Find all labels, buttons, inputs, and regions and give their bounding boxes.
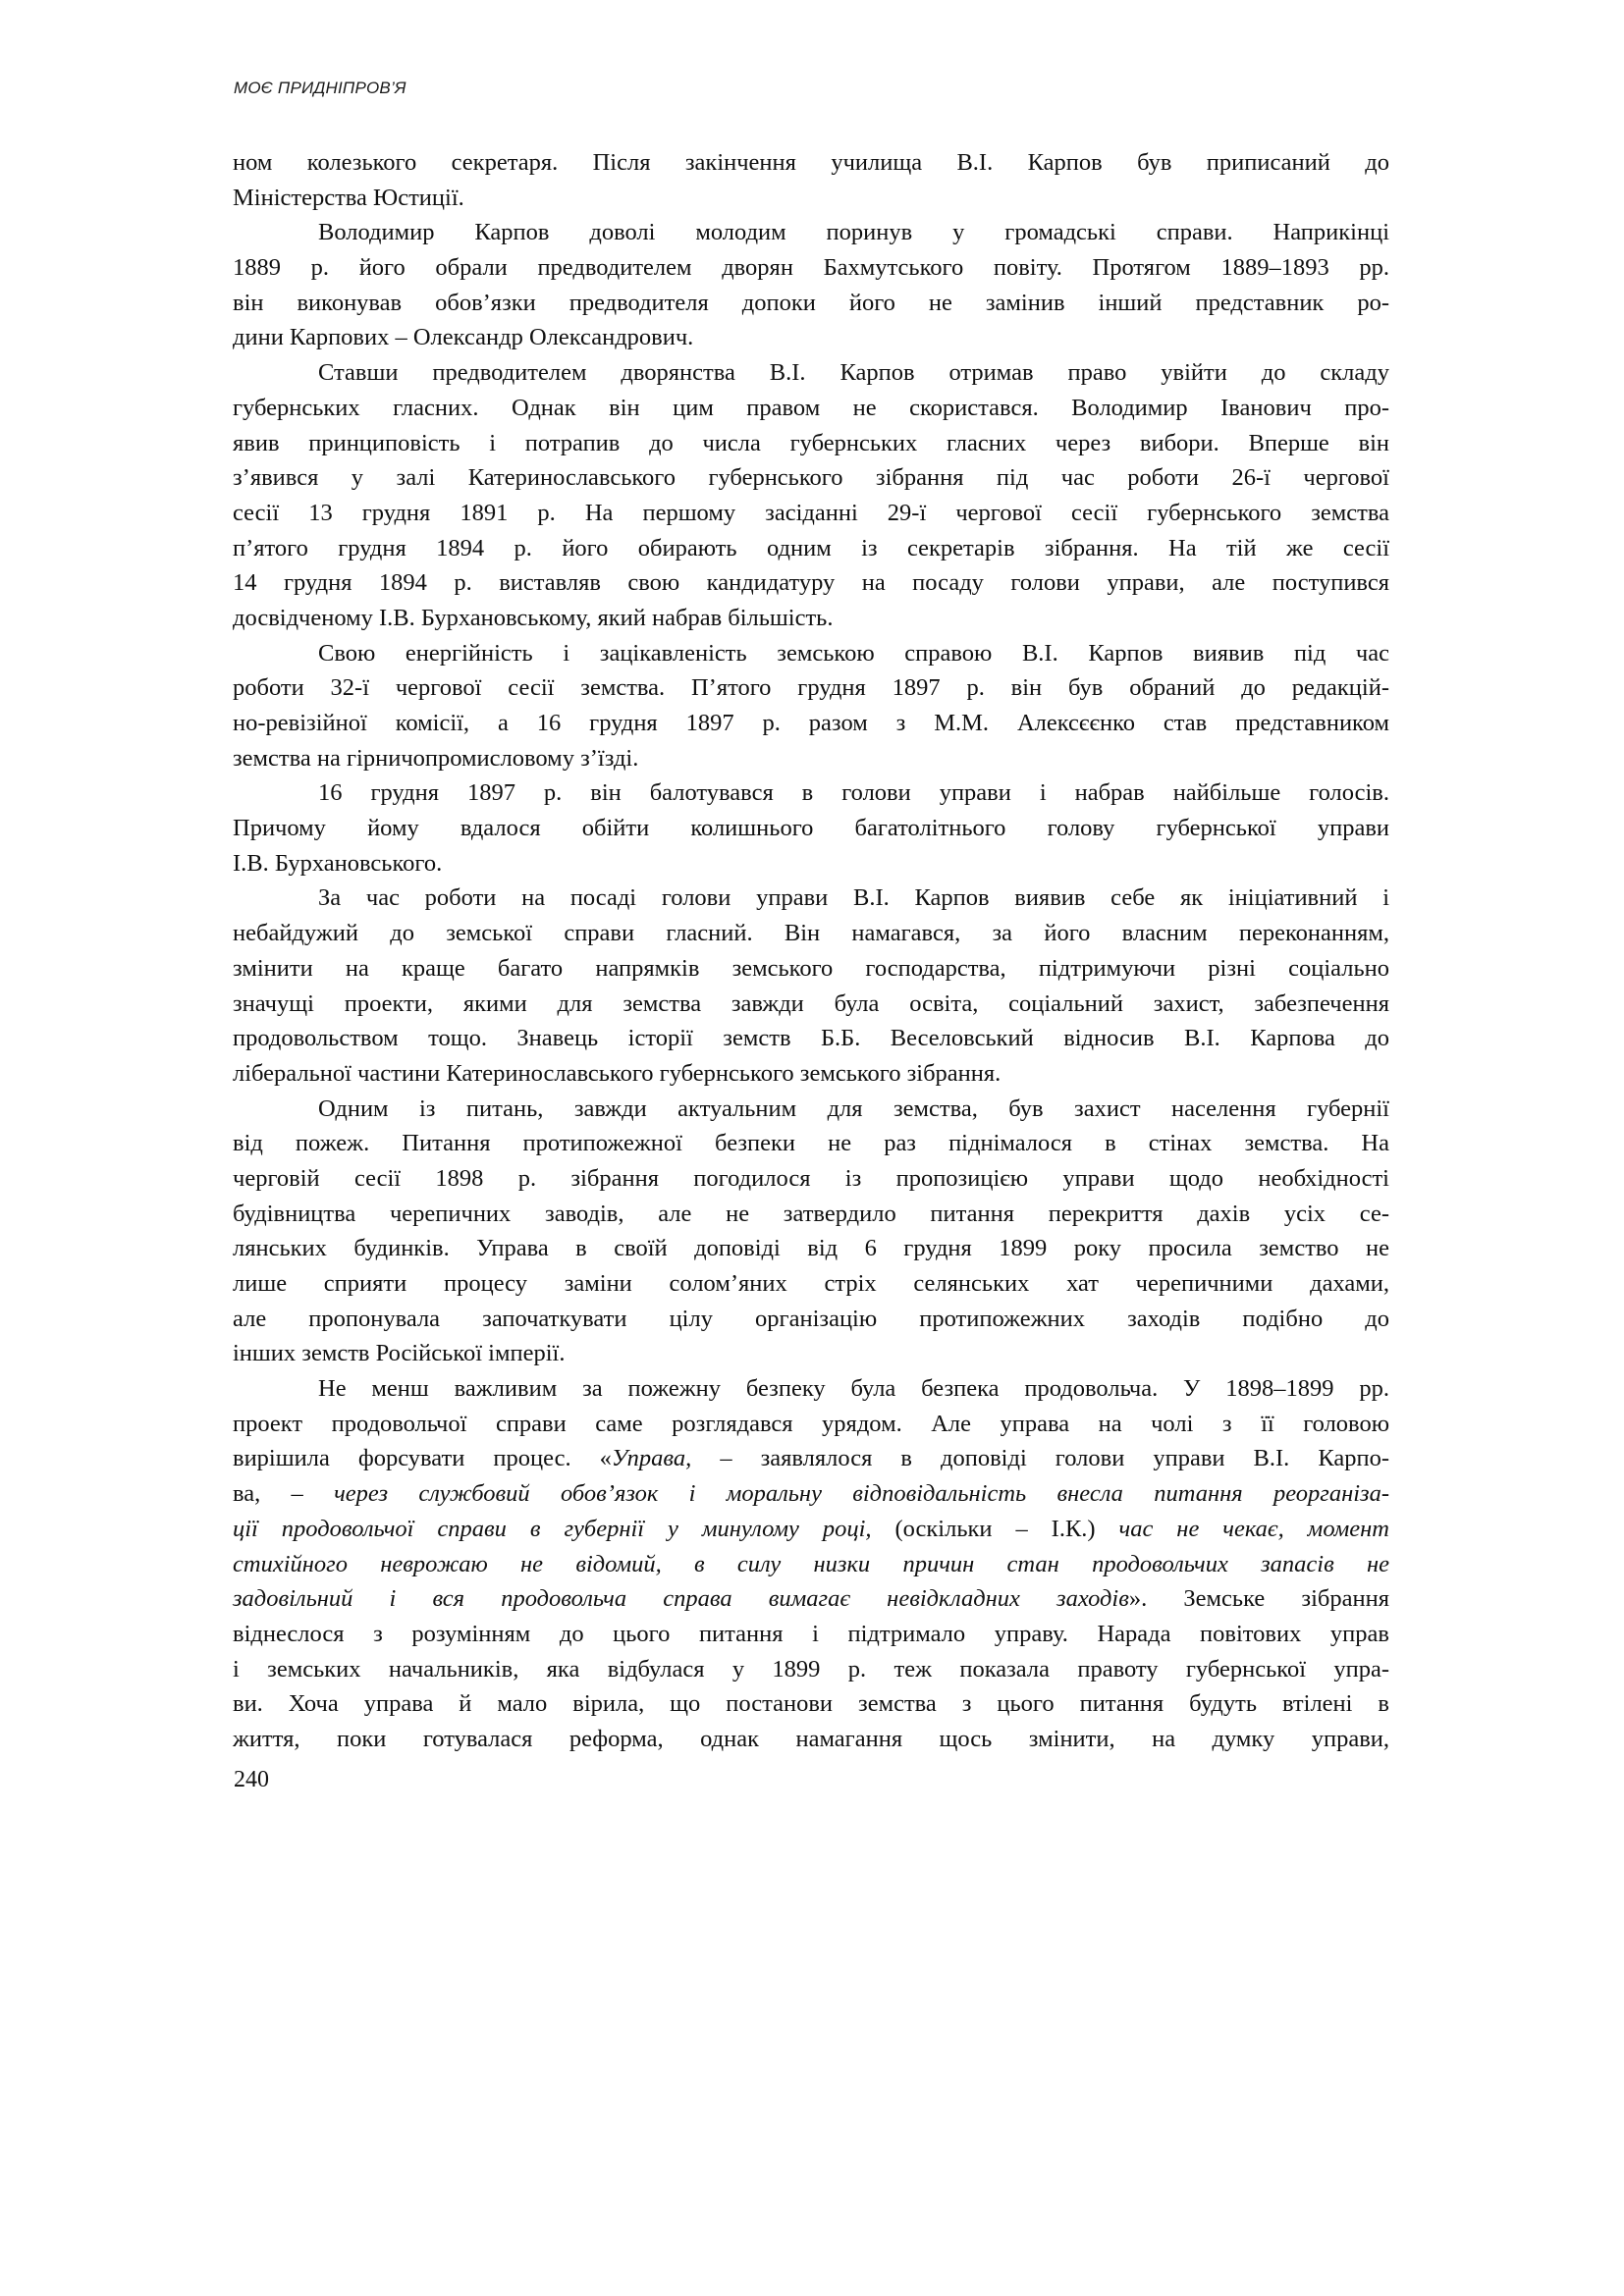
text-line: земства на гірничопромисловому з’їзді.	[233, 744, 639, 772]
text-line: значущі проекти, якими для земства завжди була освіта, соціальний захист, забезпечення	[233, 989, 1389, 1017]
text-line: продовольством тощо. Знавець історії земств Б.Б. Веселовський відносив В.І. Карпова до	[233, 1025, 1389, 1052]
text-line: явив принциповість і потрапив до числа губернських гласних через вибори. Вперше він	[233, 429, 1389, 456]
text-line: досвідченому І.В. Бурхановському, який набрав більшість.	[233, 604, 834, 631]
text-segment: вирішила форсувати процес. «	[233, 1445, 612, 1472]
text-segment: ». Земське зібрання	[1128, 1585, 1389, 1613]
text-line: роботи 32-ї чергової сесії земства. П’ятого грудня 1897 р. він був обраний до редакцій-	[233, 674, 1389, 702]
text-line: він виконував обов’язки предводителя допоки його не замінив інший представник ро-	[233, 289, 1389, 316]
text-line: ви. Хоча управа й мало вірила, що постанови земства з цього питання будуть втілені в	[233, 1690, 1389, 1718]
text-line: інших земств Російської імперії.	[233, 1340, 566, 1367]
quote-italic: через службовий обов’язок і моральну відповідальність внесла питання реорганіза-	[334, 1480, 1390, 1508]
text-line: ном колезького секретаря. Після закінчення училища В.І. Карпов був приписаний до	[233, 149, 1389, 176]
text-line: з’явився у залі Катеринославського губернського зібрання під час роботи 26-ї чергової	[233, 464, 1389, 492]
text-line: Не менш важливим за пожежну безпеку була безпека продовольча. У 1898–1899 рр.	[318, 1375, 1389, 1403]
text-line: п’ятого грудня 1894 р. його обирають одним із секретарів зібрання. На тій же сесії	[233, 534, 1389, 561]
text-line: Ставши предводителем дворянства В.І. Карпов отримав право увійти до складу	[318, 359, 1389, 387]
text-line: Володимир Карпов доволі молодим поринув у громадські справи. Наприкінці	[318, 219, 1389, 246]
text-line: і земських начальників, яка відбулася у 1899 р. теж показала правоту губернської упра-	[233, 1655, 1389, 1682]
text-line	[233, 1441, 1389, 1476]
text-line: будівництва черепичних заводів, але не затвердило питання перекриття дахів усіх се-	[233, 1200, 1389, 1227]
text-line: Причому йому вдалося обійти колишнього багатолітнього голову губернської управи	[233, 815, 1389, 842]
text-line: За час роботи на посаді голови управи В.І. Карпов виявив себе як ініціативний і	[318, 884, 1389, 912]
text-line	[233, 1476, 1389, 1512]
running-head: МОЄ ПРИДНІПРОВ’Я	[234, 79, 406, 97]
text-line: сесії 13 грудня 1891 р. На першому засіданні 29-ї чергової сесії губернського земства	[233, 499, 1389, 526]
text-line: губернських гласних. Однак він цим правом не скористався. Володимир Іванович про-	[233, 394, 1389, 421]
text-line: 1889 р. його обрали предводителем дворян Бахмутського повіту. Протягом 1889–1893 рр.	[233, 254, 1389, 282]
text-line	[233, 1581, 1389, 1617]
text-line: небайдужий до земської справи гласний. Він намагався, за його власним переконанням,	[233, 920, 1389, 947]
text-line: Свою енергійність і зацікавленість земською справою В.І. Карпов виявив під час	[318, 639, 1389, 667]
quote-italic: задовільний і вся продовольча справа вимагає невідкладних заходів	[233, 1585, 1129, 1613]
text-line: змінити на краще багато напрямків земського господарства, підтримуючи різні соціально	[233, 954, 1389, 982]
text-line: І.В. Бурхановського.	[233, 849, 443, 877]
page-number: 240	[234, 1767, 269, 1792]
text-segment: ва, –	[233, 1480, 335, 1508]
text-line: лянських будинків. Управа в своїй доповіді від 6 грудня 1899 року просила земство не	[233, 1235, 1389, 1262]
text-line: лише сприяти процесу заміни солом’яних стріх селянських хат черепичними дахами,	[233, 1270, 1389, 1297]
quote-italic: ції продовольчої справи в губернії у минулому році,	[233, 1515, 872, 1542]
text-line: 14 грудня 1894 р. виставляв свою кандидатуру на посаду голови управи, але поступився	[233, 569, 1389, 597]
text-segment: (оскільки – І.К.)	[871, 1515, 1119, 1542]
text-line: дини Карпових – Олександр Олександрович.	[233, 324, 694, 351]
quote-italic: стихійного неврожаю не відомий, в силу низки причин стан продовольчих запасів не	[233, 1550, 1389, 1577]
text-line: проект продовольчої справи саме розглядався урядом. Але управа на чолі з її головою	[233, 1410, 1389, 1437]
text-line: черговій сесії 1898 р. зібрання погодилося із пропозицією управи щодо необхідності	[233, 1164, 1389, 1192]
text-line: Міністерства Юстиції.	[233, 184, 464, 211]
text-line: від пожеж. Питання протипожежної безпеки не раз піднімалося в стінах земства. На	[233, 1130, 1389, 1157]
text-segment: – заявлялося в доповіді голови управи В.І. Карпо-	[691, 1445, 1390, 1472]
text-line: віднеслося з розумінням до цього питання і підтримало управу. Нарада повітових управ	[233, 1620, 1389, 1647]
text-line: Одним із питань, завжди актуальним для земства, був захист населення губернії	[318, 1095, 1389, 1122]
text-line	[233, 1547, 1389, 1582]
text-line: 16 грудня 1897 р. він балотувався в голови управи і набрав найбільше голосів.	[318, 779, 1389, 807]
text-line: але пропонувала започаткувати цілу організацію протипожежних заходів подібно до	[233, 1305, 1389, 1332]
text-line: життя, поки готувалася реформа, однак намагання щось змінити, на думку управи,	[233, 1725, 1389, 1752]
text-line: ліберальної частини Катеринославського губернського земського зібрання.	[233, 1059, 1001, 1087]
quote-italic: час не чекає, момент	[1118, 1515, 1389, 1542]
body-text	[233, 145, 1389, 1757]
text-line	[233, 1512, 1389, 1547]
text-line: но-ревізійної комісії, а 16 грудня 1897 р. разом з М.М. Алексєєнко став представником	[233, 710, 1389, 736]
quote-italic: Управа,	[611, 1445, 692, 1472]
